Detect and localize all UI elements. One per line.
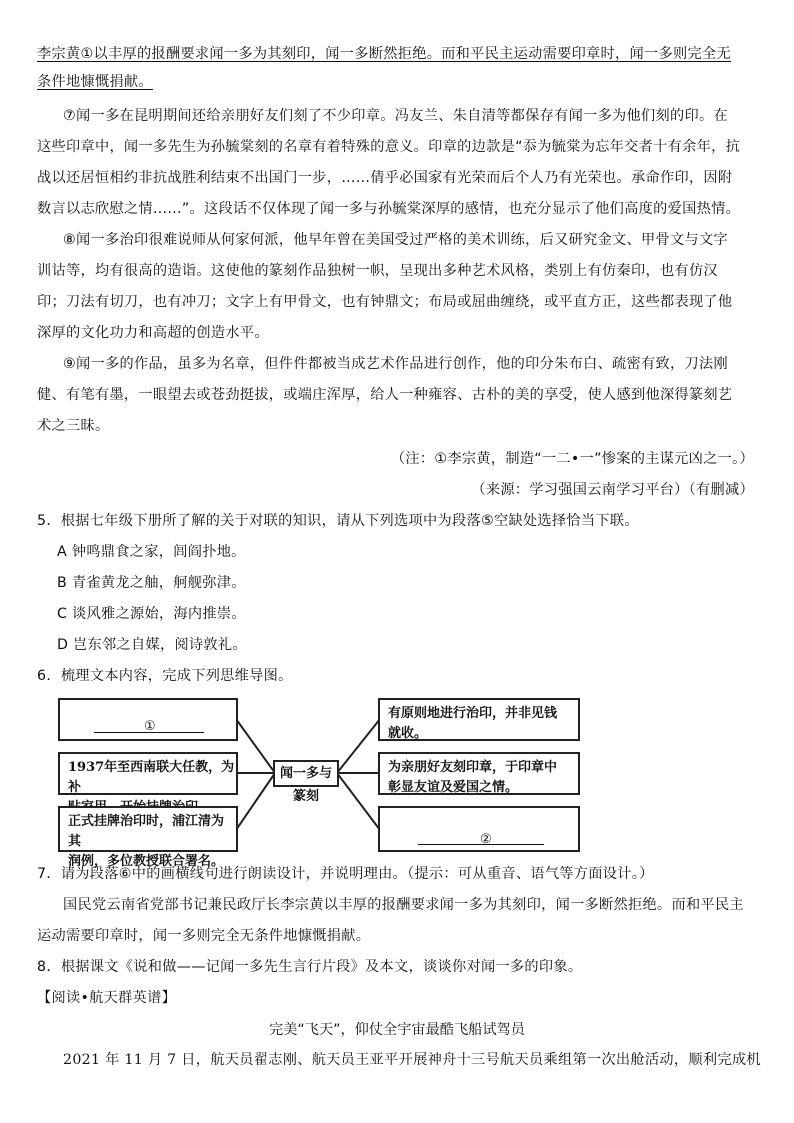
mindmap-left-top-blank-box[interactable] <box>58 698 238 741</box>
para6-underlined-line1: 李宗黄①以丰厚的报酬要求闻一多为其刻印，闻一多断然拒绝。而和平民主运动需要印章时，闻一多则完全无 <box>37 46 731 62</box>
blank-marker-1: ① <box>144 719 156 734</box>
question-5: 5．根据七年级下册所了解的关于对联的知识，请从下列选项中为段落⑤空缺处选择恰当下联。 <box>37 513 639 529</box>
center-text: 闻一多与篆刻 <box>279 766 332 804</box>
mindmap-right-mid-box <box>378 752 580 795</box>
para9-line3: 术之三昧。 <box>37 418 110 434</box>
right-top-text: 有原则地进行治印，并非见钱 就收。 <box>388 706 558 741</box>
para8-line1: ⑧闻一多治印很难说师从何家何派，他早年曾在美国受过严格的美术训练，后又研究金文、甲骨文与文字 <box>63 232 728 248</box>
para7-line3: 战以还居恒相约非抗战胜利结束不出国门一步，……倩乎必国家有光荣而后个人乃有光荣也。承命作印，因附 <box>37 170 733 186</box>
q7-quote-line2: 运动需要印章时，闻一多则完全无条件地慷慨捐献。 <box>37 928 371 944</box>
left-bottom-text: 正式挂牌治印时，浦江清为其 润例，多位教授联合署名。 <box>68 814 225 869</box>
right-mid-text: 为亲朋好友刻印章，于印章中 彰显友谊及爱国之情。 <box>388 760 558 795</box>
article-title: 完美“飞天”，仰仗全宇宙最酷飞船试驾员 <box>269 1022 525 1038</box>
question-6: 6．梳理文本内容，完成下列思维导图。 <box>37 668 293 684</box>
connector-left-bottom <box>236 773 275 830</box>
mindmap-right-bottom-blank-box[interactable] <box>378 806 580 852</box>
mindmap-left-mid-box <box>58 752 238 795</box>
q5-option-c[interactable]: C 谈风雅之源始，海内推崇。 <box>57 606 246 622</box>
q5-option-a[interactable]: A 钟鸣鼎食之家，闾阎扑地。 <box>57 544 246 560</box>
para7-line1: ⑦闻一多在昆明期间还给亲朋好友们刻了不少印章。冯友兰、朱自清等都保存有闻一多为他们刻的印。在 <box>63 108 728 124</box>
q5-option-d[interactable]: D 岂东邻之自媒，阅诗敦礼。 <box>57 637 247 653</box>
para8-line4: 深厚的文化功力和高超的创造水平。 <box>37 325 269 341</box>
source-note: （来源：学习强国云南学习平台）（有删减） <box>471 482 754 498</box>
para6-underlined-line2: 条件地慷慨捐献。 <box>37 74 153 90</box>
mindmap-left-bottom-box <box>58 806 238 869</box>
reading-section-header: 【阅读•航天群英谱】 <box>37 990 177 1006</box>
article-line1: 2021 年 11 月 7 日，航天员翟志刚、航天员王亚平开展神舟十三号航天员乘组第一次出舱活动，顺利完成机 <box>63 1052 761 1068</box>
mindmap-right-top-box <box>378 698 580 741</box>
left-mid-text: 1937年至西南联大任教，为补 <box>68 760 235 795</box>
para7-line2: 这些印章中，闻一多先生为孙毓棠刻的名章有着特殊的意义。印章的边款是“忝为毓棠为忘年交者十有余年，抗 <box>37 139 741 155</box>
footnote: （注：①李宗黄，制造“一二•一”惨案的主谋元凶之一。） <box>390 451 754 467</box>
connector-right-bottom <box>337 773 380 830</box>
para8-line2: 训诂等，均有很高的造诣。这使他的篆刻作品独树一帜，呈现出多种艺术风格，类别上有仿秦印，也有仿汉 <box>37 263 718 279</box>
para9-line1: ⑨闻一多的作品，虽多为名章，但件件都被当成艺术作品进行创作，他的印分朱布白、疏密有致，刀法刚 <box>63 356 728 372</box>
q7-quote-line1: 国民党云南省党部书记兼民政厅长李宗黄以丰厚的报酬要求闻一多为其刻印，闻一多断然拒绝。而和平民主 <box>63 897 744 913</box>
mindmap-center-box <box>273 760 339 804</box>
q5-option-b[interactable]: B 青雀黄龙之舳，舸舰弥津。 <box>57 575 246 591</box>
question-8: 8．根据课文《说和做——记闻一多先生言行片段》及本文，谈谈你对闻一多的印象。 <box>37 959 583 975</box>
question-7: 7．请为段落⑥中的画横线句进行朗读设计，并说明理由。（提示：可从重音、语气等方面设计。） <box>37 866 654 882</box>
connector-right-top <box>337 719 380 773</box>
para8-line3: 印；刀法有切刀，也有冲刀；文字上有甲骨文，也有钟鼎文；布局或屈曲缠绕，或平直方正，这些都表现了他 <box>37 294 733 310</box>
para7-line4: 数言以志欣慰之情……”。这段话不仅体现了闻一多与孙毓棠深厚的感情，也充分显示了他们高度的爱国热情。 <box>37 201 741 217</box>
blank-marker-2: ② <box>480 832 492 847</box>
para9-line2: 健、有笔有墨，一眼望去或苍劲挺拔，或端庄浑厚，给人一种雍容、古朴的美的享受，使人感到他深得篆刻艺 <box>37 387 733 403</box>
connector-left-top <box>236 719 275 773</box>
